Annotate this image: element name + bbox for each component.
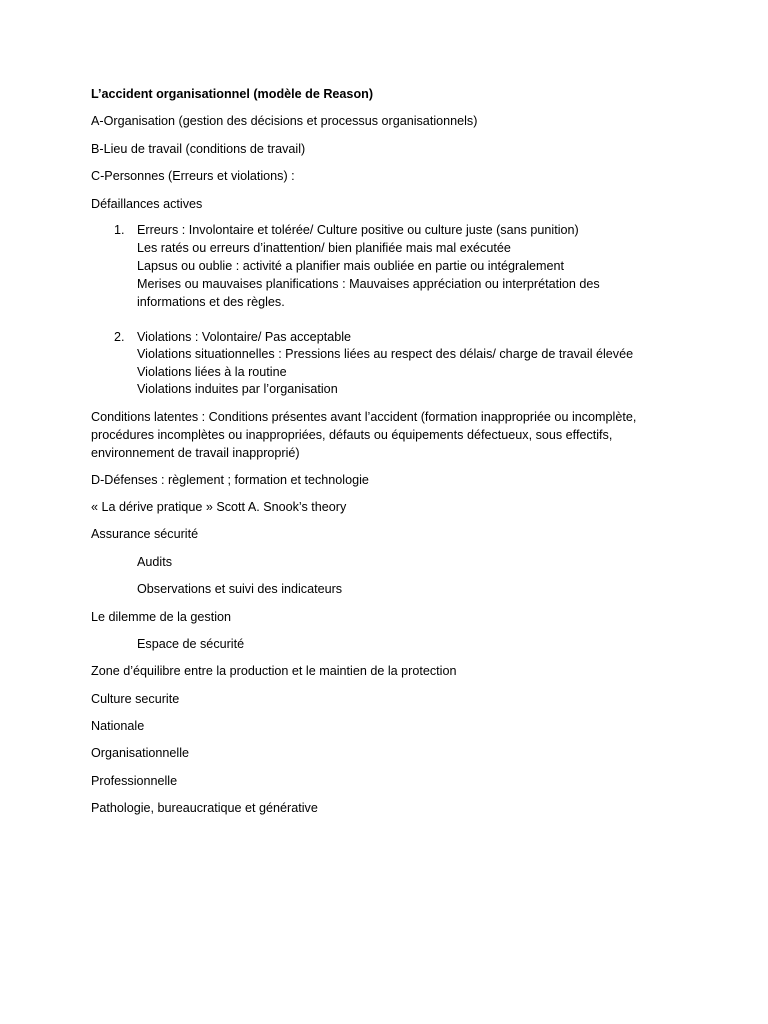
section-c: C-Personnes (Erreurs et violations) : bbox=[91, 169, 295, 183]
professionnelle-line: Professionnelle bbox=[91, 774, 178, 788]
audits-item: Audits bbox=[137, 555, 173, 569]
document-title: L’accident organisationnel (modèle de Reason) bbox=[91, 87, 374, 101]
list-item-2-line-4: Violations induites par l’organisation bbox=[137, 382, 338, 396]
defaillances-heading: Défaillances actives bbox=[91, 197, 203, 211]
list-item-1-line-3: Lapsus ou oublie : activité a planifier mais oubliée en partie ou intégralement bbox=[137, 259, 565, 273]
list-item-1-line-2: Les ratés ou erreurs d’inattention/ bien planifiée mais mal exécutée bbox=[137, 241, 511, 255]
section-a: A-Organisation (gestion des décisions et processus organisationnels) bbox=[91, 114, 478, 128]
defenses-line: D-Défenses : règlement ; formation et technologie bbox=[91, 473, 369, 487]
list-item-1-line-5: informations et des règles. bbox=[137, 295, 285, 309]
list-item-1-line-1: Erreurs : Involontaire et tolérée/ Culture positive ou culture juste (sans punition) bbox=[137, 223, 579, 237]
conditions-line-3: environnement de travail inapproprié) bbox=[91, 446, 300, 460]
pathologie-line: Pathologie, bureaucratique et générative bbox=[91, 801, 318, 815]
zone-line: Zone d’équilibre entre la production et le maintien de la protection bbox=[91, 664, 457, 678]
list-number-2: 2. bbox=[114, 330, 125, 344]
observations-item: Observations et suivi des indicateurs bbox=[137, 582, 343, 596]
nationale-line: Nationale bbox=[91, 719, 145, 733]
organisationnelle-line: Organisationnelle bbox=[91, 746, 190, 760]
conditions-line-1: Conditions latentes : Conditions présentes avant l’accident (formation inappropriée ou incomplète, bbox=[91, 410, 637, 424]
derive-line: « La dérive pratique » Scott A. Snook’s theory bbox=[91, 500, 347, 514]
list-number-1: 1. bbox=[114, 223, 125, 237]
assurance-heading: Assurance sécurité bbox=[91, 527, 199, 541]
list-item-2-line-2: Violations situationnelles : Pressions liées au respect des délais/ charge de travail élevée bbox=[137, 347, 634, 361]
conditions-line-2: procédures incomplètes ou inappropriées, défauts ou équipements défectueux, sous effectifs, bbox=[91, 428, 613, 442]
dilemme-heading: Le dilemme de la gestion bbox=[91, 610, 232, 624]
list-item-2-line-1: Violations : Volontaire/ Pas acceptable bbox=[137, 330, 352, 344]
section-b: B-Lieu de travail (conditions de travail) bbox=[91, 142, 306, 156]
list-item-2-line-3: Violations liées à la routine bbox=[137, 365, 287, 379]
espace-item: Espace de sécurité bbox=[137, 637, 245, 651]
list-item-1-line-4: Merises ou mauvaises planifications : Mauvaises appréciation ou interprétation des bbox=[137, 277, 600, 291]
culture-heading: Culture securite bbox=[91, 692, 180, 706]
